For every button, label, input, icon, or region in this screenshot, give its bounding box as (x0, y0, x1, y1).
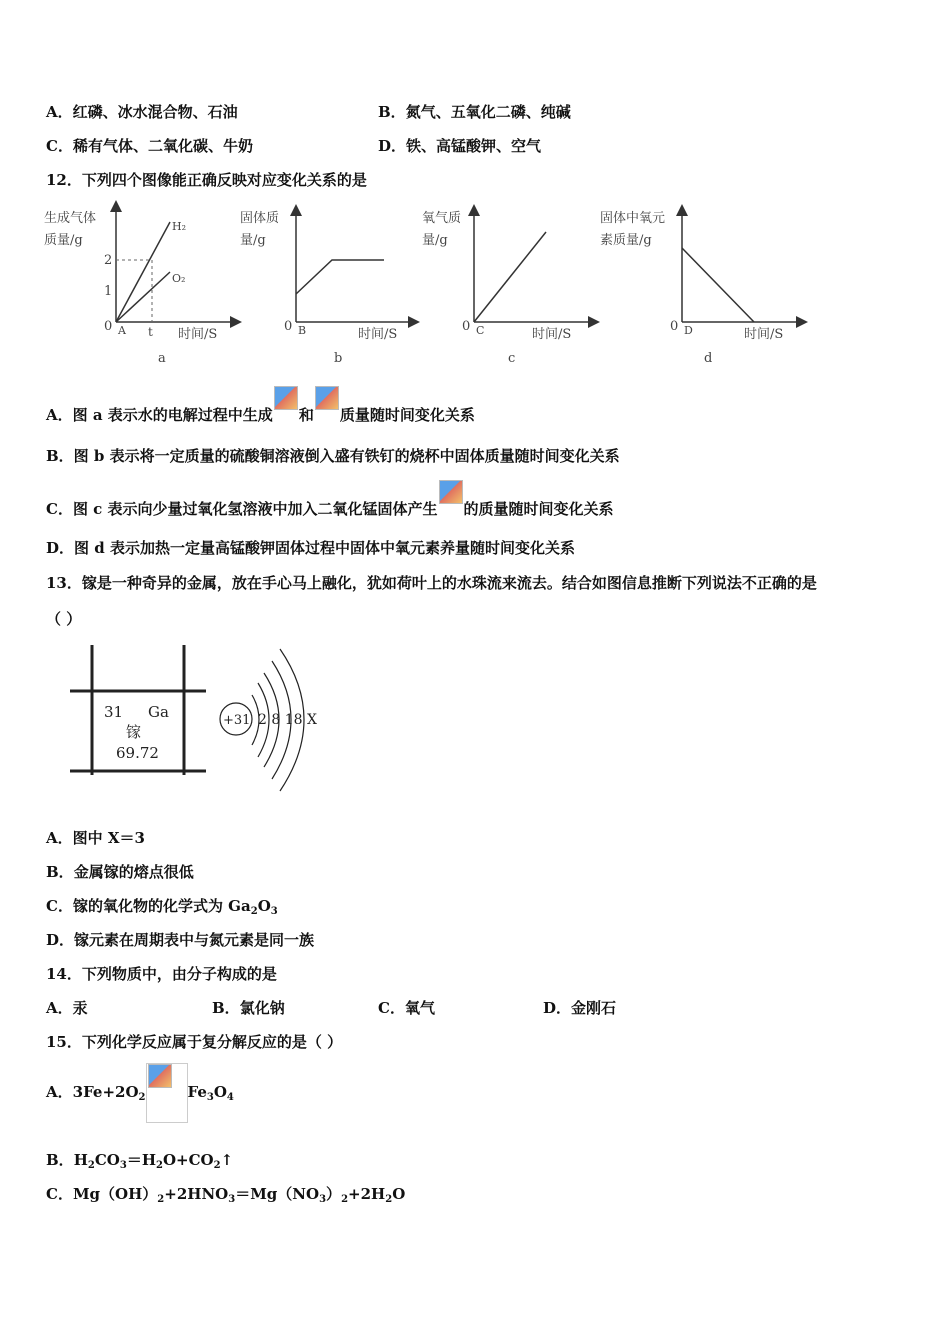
graph-a-point: A (118, 324, 126, 337)
graph-d-point: D (684, 324, 693, 337)
q13-option-a (46, 828, 145, 848)
graph-b (240, 210, 414, 366)
graph-a-tick-2: 2 (104, 253, 113, 268)
subscript: 4 (226, 1092, 234, 1103)
graph-a-t: t (148, 325, 153, 339)
q14-option-b (212, 998, 285, 1018)
option-text: C．图 c 表示向少量过氧化氢溶液中加入二氧化锰固体产生 (46, 500, 438, 518)
option-text: 镓的氧化物的化学式为 Ga (72, 897, 251, 915)
q14-option-c (378, 998, 435, 1018)
graph-b-point: B (298, 324, 307, 337)
graph-b-origin: 0 (284, 319, 293, 334)
graph-d-origin: 0 (670, 319, 679, 334)
option-text: 和 (298, 406, 314, 424)
gallium-figure (66, 645, 336, 795)
graph-b-xlabel: 时间/S (358, 327, 398, 342)
graph-a-ylabel2: 质量/g (44, 233, 83, 248)
equation-text: CO (94, 1151, 120, 1169)
element-symbol: Ga (148, 703, 169, 721)
option-letter: D． (543, 999, 572, 1017)
equation-text: +2H (348, 1185, 386, 1203)
equation-text: Fe (187, 1083, 207, 1101)
broken-image-icon (274, 386, 298, 410)
equation-text: ↑ (220, 1151, 234, 1169)
graph-a (44, 206, 236, 366)
q15-stem: 15．下列化学反应属于复分解反应的是（ ） (46, 1033, 343, 1051)
graph-c-ylabel1: 氧气质 (422, 211, 462, 226)
subscript: 3 (228, 1194, 236, 1205)
equation-text: H (73, 1151, 88, 1169)
subscript: 3 (119, 1160, 127, 1171)
subscript: 3 (319, 1194, 327, 1205)
option-letter: B． (46, 863, 74, 881)
option-text: A．图 a 表示水的电解过程中生成 (46, 406, 273, 424)
element-name: 镓 (126, 723, 142, 741)
subscript: 2 (87, 1160, 95, 1171)
graph-c-caption: c (508, 351, 516, 366)
atomic-mass: 69.72 (116, 744, 159, 762)
q15-option-b (46, 1150, 233, 1170)
option-letter: B． (212, 999, 240, 1017)
option-letter: D． (46, 931, 75, 949)
graph-d-ylabel2: 素质量/g (600, 233, 652, 248)
nucleus-charge: +31 (223, 713, 251, 728)
graph-c-origin: 0 (462, 319, 471, 334)
graph-a-o2-label: O₂ (172, 272, 186, 285)
option-letter: A． (46, 999, 73, 1017)
graph-b-ylabel2: 量/g (240, 233, 266, 248)
option-letter: C． (46, 137, 73, 155)
option-text: 图中 X＝3 (72, 829, 145, 847)
broken-image-icon (315, 386, 339, 410)
q15-option-c (46, 1184, 405, 1204)
subscript: 2 (156, 1160, 163, 1171)
q15-option-a (46, 1062, 234, 1123)
broken-image-icon (439, 480, 463, 504)
option-text: 氯化钠 (239, 999, 285, 1017)
subscript: 2 (385, 1194, 393, 1205)
option-letter: A． (46, 1083, 73, 1101)
graph-a-h2-label: H₂ (172, 220, 187, 233)
electron-shells: 2 8 18 X (258, 712, 317, 728)
atomic-number: 31 (104, 703, 124, 721)
q12-option-b: B．图 b 表示将一定质量的硫酸铜溶液倒入盛有铁钉的烧杯中固体质量随时间变化关系 (46, 447, 620, 465)
option-text: 稀有气体、二氧化碳、牛奶 (72, 137, 253, 155)
equation-text: ） (326, 1185, 342, 1203)
q12-stem: 12．下列四个图像能正确反映对应变化关系的是 (46, 171, 367, 189)
q11-option-a (46, 102, 238, 122)
graph-d-caption: d (704, 351, 713, 366)
equation-text: ＝Mg（NO (235, 1185, 320, 1203)
graph-a-tick-1: 1 (104, 284, 113, 299)
option-text: 汞 (72, 999, 88, 1017)
option-text: 氧气 (404, 999, 435, 1017)
equation-text: +2HNO (164, 1185, 229, 1203)
option-text: O (257, 897, 271, 915)
q13-paren: （ ） (46, 610, 82, 628)
q14-option-d (543, 998, 616, 1018)
graph-b-caption: b (334, 351, 343, 366)
option-text: 质量随时间变化关系 (339, 406, 475, 424)
equation-text: O (392, 1185, 406, 1203)
graph-d-ylabel1: 固体中氧元 (600, 211, 666, 226)
option-text: 氮气、五氧化二磷、纯碱 (405, 103, 571, 121)
q12-option-c (46, 492, 614, 519)
reaction-condition-image (146, 1063, 188, 1123)
equation-text: 3Fe+2O (72, 1083, 139, 1101)
graph-a-ylabel1: 生成气体 (44, 211, 97, 226)
option-text: 的质量随时间变化关系 (463, 500, 614, 518)
q11-option-d (378, 136, 541, 156)
equation-text: O+CO (162, 1151, 214, 1169)
equation-text: O (213, 1083, 227, 1101)
equation-text: ＝H (126, 1151, 157, 1169)
q11-option-b (378, 102, 571, 122)
q11-option-c (46, 136, 253, 156)
option-text: 红磷、冰水混合物、石油 (72, 103, 238, 121)
graph-c (422, 210, 594, 366)
option-text: 金刚石 (571, 999, 617, 1017)
option-letter: A． (46, 829, 73, 847)
q13-option-c (46, 896, 278, 916)
option-letter: B． (378, 103, 406, 121)
option-letter: A． (46, 103, 73, 121)
subscript: 3 (270, 906, 278, 917)
option-letter: C． (46, 897, 73, 915)
graph-d-xlabel: 时间/S (744, 327, 784, 342)
q12-graphs (40, 200, 820, 370)
subscript: 2 (341, 1194, 349, 1205)
graph-a-caption: a (158, 351, 166, 366)
graph-c-point: C (476, 324, 485, 337)
option-letter: B． (46, 1151, 74, 1169)
graph-d (600, 210, 802, 366)
graph-b-ylabel1: 固体质 (240, 211, 280, 226)
option-letter: C． (46, 1185, 73, 1203)
option-text: 铁、高锰酸钾、空气 (406, 137, 542, 155)
graph-c-xlabel: 时间/S (532, 327, 572, 342)
subscript: 3 (206, 1092, 214, 1103)
subscript: 2 (250, 906, 258, 917)
q14-stem: 14．下列物质中，由分子构成的是 (46, 965, 277, 983)
q14-option-a (46, 998, 88, 1018)
q13-option-d (46, 930, 314, 950)
q12-option-d: D．图 d 表示加热一定量高锰酸钾固体过程中固体中氧元素养量随时间变化关系 (46, 539, 575, 557)
q13-stem: 13．镓是一种奇异的金属，放在手心马上融化，犹如荷叶上的水珠流来流去。结合如图信息推断下列说法不正确的是 (46, 574, 817, 592)
q12-option-a (46, 398, 475, 425)
graph-a-xlabel: 时间/S (178, 327, 218, 342)
subscript: 2 (138, 1092, 146, 1103)
broken-image-icon (148, 1064, 172, 1088)
option-letter: C． (378, 999, 405, 1017)
subscript: 2 (157, 1194, 165, 1205)
subscript: 2 (213, 1160, 221, 1171)
option-letter: D． (378, 137, 407, 155)
q13-option-b (46, 862, 194, 882)
graph-a-origin: 0 (104, 319, 113, 334)
equation-text: Mg（OH） (72, 1185, 158, 1203)
graph-c-ylabel2: 量/g (422, 233, 448, 248)
option-text: 金属镓的熔点很低 (73, 863, 194, 881)
option-text: 镓元素在周期表中与氮元素是同一族 (74, 931, 315, 949)
